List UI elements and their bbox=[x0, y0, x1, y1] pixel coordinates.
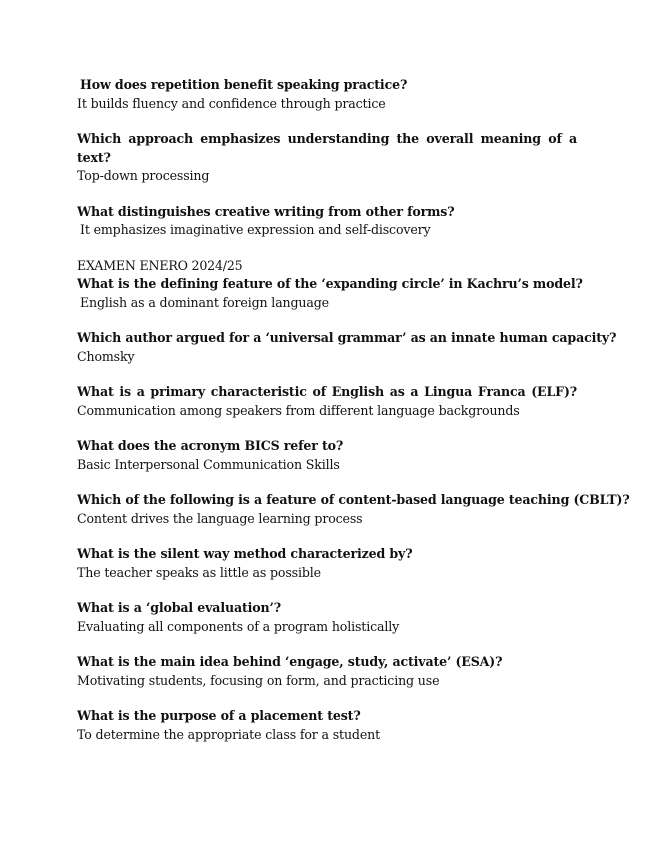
answer-text: The teacher speaks as little as possible bbox=[77, 564, 321, 580]
answer-text: Motivating students, focusing on form, and practicing use bbox=[77, 672, 440, 688]
question-text: What does the acronym BICS refer to? bbox=[77, 438, 344, 453]
answer-text: Communication among speakers from different language backgrounds bbox=[77, 402, 520, 418]
qa-item bbox=[77, 130, 577, 186]
qa-item bbox=[77, 76, 577, 113]
answer-text: Top-down processing bbox=[77, 168, 210, 183]
answer-text: Basic Interpersonal Communication Skills bbox=[77, 456, 340, 472]
qa-item bbox=[77, 275, 583, 312]
answer-text: It emphasizes imaginative expression and self-discovery bbox=[80, 222, 431, 237]
question-text: Which approach emphasizes understanding the overall meaning of a text? bbox=[77, 131, 577, 165]
question-text: What is a ‘global evaluation’? bbox=[77, 600, 281, 615]
question-text: Which author argued for a ‘universal grammar’ as an innate human capacity? bbox=[77, 330, 617, 345]
question-text: How does repetition benefit speaking practice? bbox=[80, 77, 408, 92]
qa-item bbox=[77, 545, 577, 582]
document-page bbox=[77, 76, 630, 761]
answer-text: Chomsky bbox=[77, 348, 135, 364]
answer-text: It builds fluency and confidence through practice bbox=[77, 95, 386, 111]
question-text: What is the defining feature of the ‘expanding circle’ in Kachru’s model? bbox=[77, 276, 583, 291]
section-heading: EXAMEN ENERO 2024/25 bbox=[77, 257, 243, 273]
answer-text: To determine the appropriate class for a student bbox=[77, 726, 381, 742]
question-text: What is the silent way method characterized by? bbox=[77, 546, 413, 561]
qa-item bbox=[77, 491, 630, 528]
qa-item bbox=[77, 599, 577, 636]
question-text: What is the purpose of a placement test? bbox=[77, 708, 361, 723]
qa-item bbox=[77, 383, 577, 420]
question-text: What is a primary characteristic of English as a Lingua Franca (ELF)? bbox=[77, 384, 577, 399]
question-text: What is the main idea behind ‘engage, study, activate’ (ESA)? bbox=[77, 654, 503, 669]
qa-item bbox=[77, 437, 577, 474]
answer-text: Evaluating all components of a program holistically bbox=[77, 618, 400, 634]
answer-text: Content drives the language learning process bbox=[77, 510, 363, 526]
qa-item bbox=[77, 329, 617, 366]
question-text: What distinguishes creative writing from other forms? bbox=[77, 203, 455, 219]
qa-item bbox=[77, 203, 577, 240]
question-text: Which of the following is a feature of content-based language teaching (CBLT)? bbox=[77, 492, 630, 507]
qa-item bbox=[77, 653, 577, 690]
qa-item bbox=[77, 707, 577, 744]
answer-text: English as a dominant foreign language bbox=[80, 294, 329, 310]
